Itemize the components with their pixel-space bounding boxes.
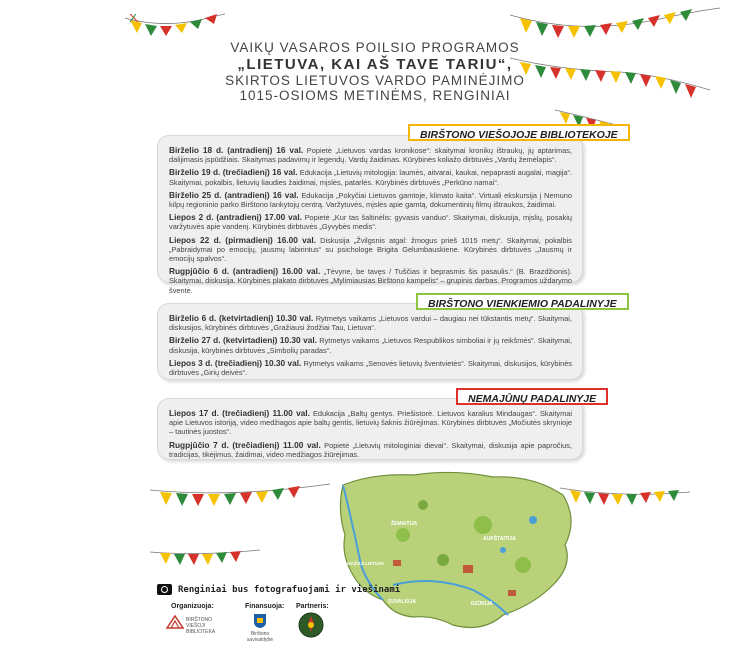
event-entry	[169, 146, 572, 164]
section-tag-label: BIRŠTONO VIEŠOJOJE BIBLIOTEKOJE	[420, 129, 618, 141]
region-label: MAŽOJI LIETUVA	[347, 561, 385, 566]
event-entry	[169, 441, 572, 459]
partner-label: Partneris:	[296, 603, 329, 610]
event-date: Birželio 19 d. (trečiadienį) 16 val.	[169, 167, 298, 178]
event-date: Liepos 17 d. (trečiadienį) 11.00 val.	[169, 408, 310, 418]
header-line-4: 1015-OSIOMS METINĖMS, RENGINIAI	[239, 88, 511, 103]
event-date: Birželio 6 d. (ketvirtadienį) 10.30 val.	[169, 313, 314, 323]
bunting-bottom-left	[140, 470, 360, 590]
event-text: Popietė „Lietuvių mitologiniai dievai“. Skaitymai, diskusija apie papročius, tradicijas, tikėjimus, žaidimai, video medžiagos žiūrėjimas.	[169, 440, 572, 459]
section-tag-vienkiemis	[416, 293, 629, 310]
section-tag-label: NEMAJŪNŲ PADALINYJE	[468, 393, 597, 405]
organizer-name: BIRŠTONO VIEŠOJI BIBLIOTEKA	[186, 617, 216, 635]
funder-label: Finansuoja:	[245, 603, 285, 610]
partner-emblem-icon	[298, 612, 324, 638]
event-entry	[169, 213, 572, 231]
section-tag-label: BIRŠTONO VIENKIEMIO PADALINYJE	[428, 298, 617, 310]
section-tag-nemajunai	[456, 388, 608, 405]
event-text: „Tėvyne, be tavęs / Tuščias ir beprasmis šis pasaulis.“ (B. Brazdžionis). Skaitymai, diskusija. Kūrybinės plakato dirbtuvės „Mylimiausias Birštono kampelis“ – grupinis darbas. Programos uždarymo šventė.	[169, 267, 572, 295]
event-date: Liepos 3 d. (trečiadienį) 10.30 val.	[169, 357, 302, 368]
event-text: Popietė „Lietuvos vardas kronikose“: skaitymai kronikų ištraukų, jų aptarimas, dalijimasis įspūdžiais. Skaitymas padavimų ir legendų. Vardų žaidimas. Kūrybinės koliažo dirbtuvės „Vardų žemėlapis“.	[169, 146, 572, 165]
organizer-label: Organizuoja:	[171, 603, 214, 610]
event-text: Diskusija „Žvilgsnis atgal: žmogus prieš 1015 metų“. Skaitymai, pokalbis „Pabraidymai po emocijų, jausmų labirintus“ su psichologe Brigita Gelumbauskiene. Kūrybinės dirbtuvės „Jausmų ir emocijų spalvos“.	[169, 235, 572, 264]
event-date: Birželio 18 d. (antradienį) 16 val.	[169, 145, 304, 155]
region-label: SUVALKIJA	[388, 599, 416, 605]
event-date: Liepos 2 d. (antradienį) 17.00 val.	[169, 212, 302, 223]
photo-note	[178, 585, 400, 595]
municipality-crest-icon	[253, 613, 267, 629]
event-text: Edukacija „Baltų gentys. Priešistorė. Lietuvos karalius Mindaugas“. Skaitymai apie Lietuvos istoriją, video medžiagos apie baltų gentis, lietuvių šaknis žiūrėjimas. Kūrybinės dirbtuvės „Močiutės skrynioje – tautinės juostos“.	[169, 409, 572, 437]
header-line-2: „LIETUVA, KAI AŠ TAVE TARIU“,	[237, 56, 513, 73]
section-card-nemajunai	[157, 398, 583, 460]
event-text: Popietė „Kur tas šaltinėlis: gyvasis vanduo“. Skaitymai, diskusija, mįslių, posakių varžytuvės apie vandenį. Kūrybinės dirbtuvės „Gyvybės medis“.	[169, 213, 573, 232]
event-text: Edukacija „Pokyčiai Lietuvos gamtoje, klimato kaita“. Virtuali ekskursija į Nemuno kilpų regioninio parko Birštono lankytojų centrą. Varžytuvės, mįslės apie gamtą, dokumentinių filmų ištraukos, žaidimai.	[169, 190, 572, 210]
event-entry	[169, 409, 572, 437]
header-line-3: SKIRTOS LIETUVOS VARDO PAMINĖJIMO	[225, 73, 525, 88]
event-text: Rytmetys vaikams „Lietuvos vardui – daugiau nei tūkstantis metų“. Skaitymai, diskusijos, kūrybinės dirbtuvės „Gražiausi žodžiai Tau, Lietuva“.	[169, 314, 572, 333]
event-date: Liepos 22 d. (pirmadienį) 16.00 val.	[169, 234, 317, 245]
event-entry	[169, 168, 572, 186]
event-entry	[169, 336, 572, 354]
event-text: Rytmetys vaikams „Lietuvos Respublikos simboliai ir jų reikšmės“. Skaitymai, diskusija, kūrybinės dirbtuvės „Simbolių paradas“.	[169, 336, 573, 355]
section-tag-library	[408, 124, 630, 141]
event-date: Rugpjūčio 6 d. (antradienį) 16.00 val.	[169, 266, 321, 277]
poster-header	[170, 40, 580, 103]
region-label: AUKŠTAITIJA	[483, 536, 516, 542]
section-card-vienkiemis	[157, 303, 583, 380]
bunting-bottom-right	[560, 478, 740, 558]
event-date: Rugpjūčio 7 d. (trečiadienį) 11.00 val.	[169, 439, 321, 450]
event-text: Rytmetys vaikams „Senovės lietuvių šventvietės“. Skaitymai, diskusijos, kūrybinės dirbtuvės „Girių deivės“.	[169, 358, 572, 378]
heart-flag-icon	[130, 14, 217, 36]
photo-note-text: Renginiai bus fotografuojami ir viešinami	[178, 585, 401, 595]
region-label: ŽEMAITIJA	[391, 521, 418, 527]
camera-icon	[157, 584, 172, 595]
event-entry	[169, 359, 572, 377]
event-date: Birželio 27 d. (ketvirtadienį) 10.30 val.	[169, 335, 317, 346]
event-entry	[169, 267, 572, 295]
funder-name: Birštono savivaldybė	[246, 631, 274, 643]
library-logo-icon	[166, 614, 184, 630]
event-date: Birželio 25 d. (antradienį) 16 val.	[169, 189, 299, 200]
header-line-1: VAIKŲ VASAROS POILSIO PROGRAMOS	[230, 40, 520, 55]
section-card-library	[157, 135, 583, 295]
lithuania-map	[333, 465, 581, 635]
event-entry	[169, 236, 572, 264]
event-entry	[169, 191, 572, 209]
event-entry	[169, 314, 572, 332]
region-label: DZŪKIJA	[471, 601, 493, 607]
event-text: Edukacija „Lietuvių mitologija: laumės, aitvarai, kaukai, nepaprasti augalai, magija“. Skaitymai, pokalbis, lietuvių liaudies žaidimai, mįslės, patarlės. Kūrybinės dirbtuvės „Perkūno namai“.	[169, 168, 572, 187]
